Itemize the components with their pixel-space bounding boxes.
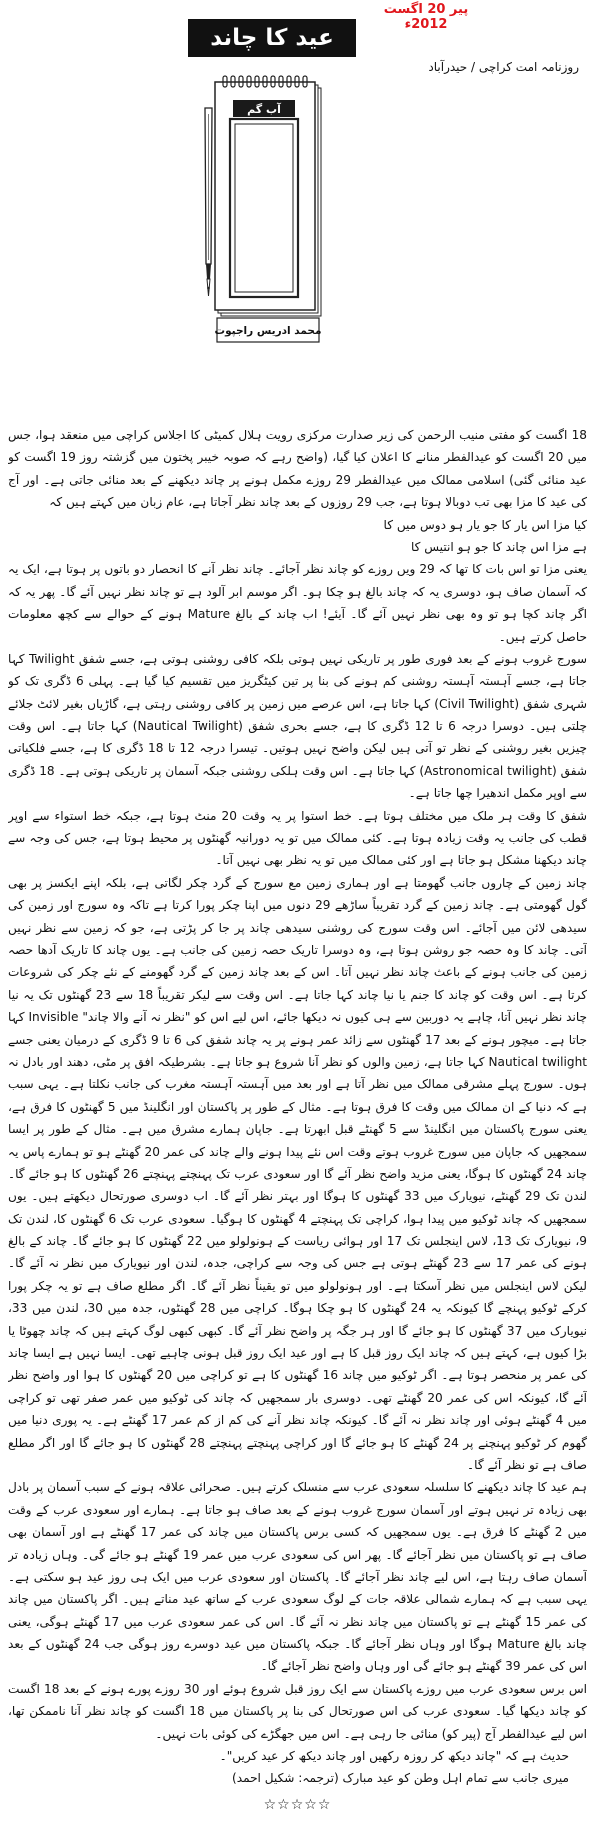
article-paragraph: سورج غروب ہونے کے بعد فوری طور پر تاریکی نہیں ہوتی بلکہ کافی روشنی ہوتی ہے، جسے شفق Twilight کہا جاتا ہے، جسے آہستہ آہستہ روشنی کم ہونے کی بنا پر تین کیٹگریز میں تقسیم کیا گیا ہے۔ پہلی 6 ڈگری تک کو شہری شفق (Civil Twilight) کہا جاتا ہے، اس عرصے میں زمین پر کافی روشنی رہتی ہے، گاڑیاں بغیر لائٹ جلائے چلتی ہیں۔ دوسرا درجہ 6 تا 12 ڈگری کا ہے، جسے بحری شفق (Nautical Twilight) کہا جاتا ہے۔ اس وقت چیزیں بغیر روشنی کے نظر تو آتی ہیں لیکن واضح نہیں ہوتیں۔ تیسرا درجہ 12 تا 18 ڈگری کا ہے، جسے فلکیاتی شفق (Astronomical twilight) کہا جاتا ہے۔ اس وقت ہلکی روشنی جبکہ آسمان پر تاریکی ہوتی ہے۔ 18 ڈگری سے اوپر مکمل اندھیرا چھا جاتا ہے۔	[8, 651, 587, 801]
poem-line: کیا مزا اس یار کا جو یار ہو دوس میں کا	[383, 517, 587, 532]
article-paragraph: 18 اگست کو مفتی منیب الرحمن کی زیر صدارت مرکزی رویت ہلال کمیٹی کا اجلاس کراچی میں منعقد ہوا، جس میں 20 اگست کو عیدالفطر منانے کا اعلان کیا گیا، (واضح رہے کہ صوبہ خیبر پختون میں گزشتہ روز 19 اگست کو عید منائی گئی) اسلامی ممالک میں عیدالفطر 29 روزے مکمل ہونے پر چاند دیکھنے کے بعد منائی جاتی ہے۔ اور آج کی عید کا مزا بھی تب دوبالا ہوتا ہے، جب 29 روزوں کے بعد چاند نظر آجاتا ہے، عام زبان میں کہتے ہیں کہ	[8, 428, 587, 510]
calendar-pen-icon	[193, 74, 325, 346]
article-paragraph: ہم عید کا چاند دیکھنے کا سلسلہ سعودی عرب سے منسلک کرتے ہیں۔ صحرائی علاقہ ہونے کے سبب آسمان پر بادل بھی زیادہ تر نہیں ہوتے اور آسمان سورج غروب ہونے کے بعد صاف ہو جاتا ہے۔ ہمارے اور سعودی عرب کے وقت میں 2 گھنٹے کا فرق ہے۔ یوں سمجھیں کہ کسی برس پاکستان میں چاند کی عمر 17 گھنٹے ہے اور آسمان بھی صاف ہے تو پاکستان میں نظر آجائے گا۔ پھر اس کی سعودی عرب میں عمر 19 گھنٹے ہو جائے گی۔ وہاں زیادہ تر آسمان صاف رہتا ہے، اس لیے چاند نظر آجائے گا۔ پاکستان اور سعودی عرب میں ایک ہی روز عید ہو سکتی ہے۔ یہی سبب ہے کہ ہمارے شمالی علاقہ جات کے لوگ سعودی عرب کے ساتھ عید مناتے ہیں۔ اگر پاکستان میں چاند کی عمر 15 گھنٹے ہے تو پاکستان میں چاند نظر نہ آئے گا۔ اس کی عمر سعودی عرب میں 17 گھنٹے ہوگی، یعنی چاند بالغ Mature ہوگا اور وہاں نظر آجائے گا۔ جبکہ پاکستان میں عید دوسرے روز ہوگی جب 24 گھنٹوں کے بعد اس کی عمر 39 گھنٹے ہو جائے گی اور وہاں واضح نظر آجائے گا۔	[8, 1480, 587, 1674]
closing-greeting: میری جانب سے تمام اہل وطن کو عید مبارک (ترجمہ: شکیل احمد)	[231, 1771, 569, 1786]
publication-name: روزنامہ امت کراچی / حیدرآباد	[428, 60, 579, 74]
headline: عید کا چاند	[210, 25, 334, 51]
article-paragraph: یعنی مزا تو اس بات کا تھا کہ 29 ویں روزے کو چاند نظر آجائے۔ چاند نظر آنے کا انحصار دو باتوں پر ہوتا ہے، ایک یہ کہ آسمان صاف ہو، دوسری یہ کہ چاند بالغ ہو چکا ہو۔ اگر موسم ابر آلود ہے تو چاند نظر نہیں آئے گا۔ پھر یہ کہ اگر چاند کچا ہو تو وہ بھی نظر نہیں آئے گا۔ آیئے! اب چاند کے بالغ Mature ہونے کے حوالے سے کچھ معلومات حاصل کرتے ہیں۔	[8, 562, 587, 644]
article-paragraph: اس برس سعودی عرب میں روزے پاکستان سے ایک روز قبل شروع ہوئے اور 30 روزے پورے ہونے کے بعد 18 اگست کو چاند دیکھا گیا۔ سعودی عرب کی اس صورتحال کی بنا پر پاکستان میں 18 اگست کو چاند نظر آنا ناممکن تھا، اس لیے عیدالفطر آج (پیر کو) منائی جا رہی ہے۔ اس میں جھگڑے کی کوئی بات نہیں۔	[8, 1681, 587, 1741]
article-paragraph: چاند زمین کے چاروں جانب گھومتا ہے اور ہماری زمین مع سورج کے گرد چکر لگاتی ہے، بلکہ اپنے ایکسز پر بھی گول گھومتی ہے۔ چاند زمین کے گرد تقریباً ساڑھے 29 دنوں میں اپنا چکر پورا کرتا ہے تاکہ وہ سورج اور زمین کی سیدھی لائن میں آجائے۔ اس وقت سورج کی روشنی سیدھی چاند پر جا کر پڑتی ہے، جو کہ زمین سے نظر نہیں آتی۔ چاند کا وہ حصہ جو روشن ہوتا ہے، وہ دوسرا تاریک حصہ زمین کی جانب ہے۔ یوں چاند کا تاریک آدھا حصہ زمین کی جانب ہونے کے باعث چاند نظر نہیں آتا۔ اس کے بعد چاند زمین کے گرد گھومنے کے نئے چکر کی شروعات کرتا ہے۔ اس وقت کو چاند کا جنم یا نیا چاند کہا جاتا ہے۔ اس وقت سے لیکر تقریباً 18 سے 23 گھنٹوں تک یہ نیا چاند نظر نہیں آتا، چاہے یہ دوربین سے ہی کیوں نہ دیکھا جائے، اس لیے اس کو "نظر نہ آنے والا چاند" Invisible کہا جاتا ہے۔ میچور ہونے کے بعد 17 گھنٹوں سے زائد عمر ہونے پر یہ چاند شفق کی 6 تا 9 ڈگری کے درمیان یعنی جسے Nautical twilight کہا جاتا ہے، زمین والوں کو نظر آنا شروع ہو جاتا ہے۔ بشرطیکہ افق پر مٹی، دھند اور بادل نہ ہوں۔ سورج پہلے مشرقی ممالک میں نظر آتا ہے اور بعد میں آہستہ آہستہ مغرب کی جانب نکلتا ہے۔ یہی سبب ہے کہ دنیا کے ان ممالک میں وقت کا فرق ہوتا ہے۔ مثال کے طور پر پاکستان اور انگلینڈ میں 5 گھنٹوں کا فرق ہے، یعنی سورج پاکستان میں انگلینڈ سے 5 گھنٹے قبل ابھرتا ہے۔ جاپان ہمارے مشرق میں ہے۔ مثال کے طور پر ایسا سمجھیں کہ جاپان میں سورج غروب ہوتے وقت اس نئے پیدا ہونے والے چاند کی عمر 20 گھنٹے ہو تو ہمارے پاس یہ چاند 24 گھنٹوں کا ہوگا، یعنی مزید واضح نظر آئے گا اور سعودی عرب تک پہنچتے پہنچتے 26 گھنٹوں کا ہو جائے گا۔ لندن تک 29 گھنٹے، نیویارک میں 33 گھنٹوں کا ہوگا اور بہتر نظر آئے گا۔ اب دوسری صورتحال دیکھتے ہیں۔ یوں سمجھیں کہ چاند ٹوکیو میں پیدا ہوا، کراچی تک پہنچتے 4 گھنٹوں کا ہوگیا۔ سعودی عرب تک 6 گھنٹوں کا، لندن تک 9، نیویارک تک 13، لاس اینجلس تک 17 اور ہوائی ریاست کے ہونولولو میں 22 گھنٹوں کا ہو جائے گا۔ چاند کے بالغ ہونے کی عمر 17 سے 23 گھنٹے ہوتی ہے جس کی وجہ سے کراچی، جدہ، لندن اور نیویارک میں نظر نہ آئے گا۔ لیکن لاس اینجلس میں نظر آسکتا ہے۔ اور ہونولولو میں تو یقیناً نظر آئے گا۔ اگر مطلع صاف ہے تو یہ چکر پورا کرکے ٹوکیو پہنچے گا کیونکہ یہ 24 گھنٹوں کا ہو چکا ہوگا۔ کراچی میں 28 گھنٹوں، جدہ میں 30، لندن میں 33، نیویارک میں 37 گھنٹوں کا ہو جائے گا اور ہر جگہ پر واضح نظر آئے گا۔ کبھی کبھی لوگ کہتے ہیں کہ چاند چھوٹا یا بڑا کیوں ہے، کہتے ہیں کہ چاند ایک روز قبل کا ہے اور عید ایک روز قبل ہونی چاہیے تھی۔ ایسا نہیں ہے ایسا چاند کی عمر پر منحصر ہوتا ہے۔ اگر ٹوکیو میں چاند 16 گھنٹوں کا ہے تو کراچی میں 20 گھنٹوں کا ہوا اور واضح نظر آئے گا، کیونکہ اس کی عمر 20 گھنٹے تھی۔ دوسری بار سمجھیں کہ چاند کی ٹوکیو میں عمر صفر تھی تو کراچی میں 4 گھنٹے ہوئی اور چاند نظر نہ آئے گا۔ کیونکہ چاند نظر آنے کی کم از کم عمر 17 گھنٹے ہے۔ یہ پوری دنیا میں گھوم کر ٹوکیو پہنچنے پر 24 گھنٹے کا ہو جائے گا اور کراچی پہنچتے پہنچتے 28 گھنٹوں کا ہو جائے گا اور اگر مطلع صاف ہے تو نظر آئے گا۔	[8, 875, 587, 1472]
article-paragraph: شفق کا وقت ہر ملک میں مختلف ہوتا ہے۔ خط استوا پر یہ وقت 20 منٹ ہوتا ہے، جبکہ خط استواء سے اوپر قطب کی جانب یہ وقت زیادہ ہوتا ہے۔ کئی ممالک میں تو یہ دورانیہ گھنٹوں پر محیط ہوتا ہے، جس کی وجہ سے چاند دیکھنا مشکل ہو جاتا ہے اور کئی ممالک میں تو یہ نظر بھی نہیں آتا۔	[8, 808, 587, 868]
article-text	[8, 424, 587, 1790]
hadith-quote: حدیث ہے کہ "چاند دیکھ کر روزہ رکھیں اور چاند دیکھ کر عید کریں"۔	[219, 1749, 569, 1764]
poem-line: ہے مزا اس چاند کا جو ہو انتیس کا	[410, 539, 587, 554]
pen-icon	[205, 108, 212, 296]
headline-box	[188, 19, 356, 57]
article-body	[8, 424, 587, 1790]
column-author: محمد ادریس راجپوت	[214, 325, 322, 337]
column-name: آب گم	[247, 103, 281, 116]
end-mark-stars: ☆☆☆☆☆	[263, 1797, 332, 1813]
publication-date: پیر 20 اگست 2012ء	[383, 2, 469, 32]
